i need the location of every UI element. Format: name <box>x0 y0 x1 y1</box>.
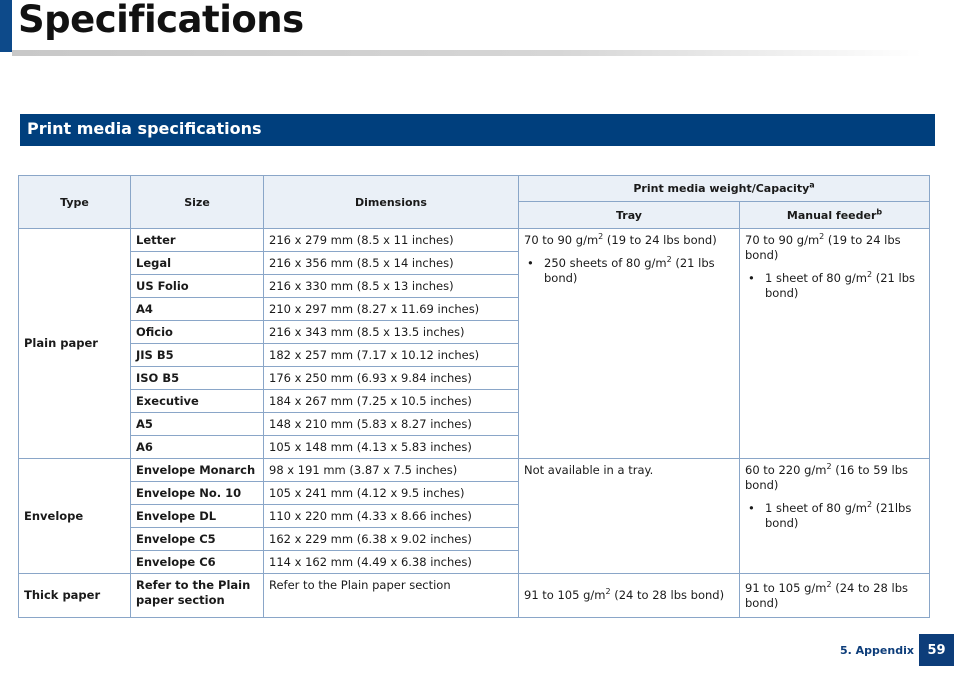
type-plain-paper: Plain paper <box>19 229 131 459</box>
plain-paper-manual <box>740 229 930 459</box>
table-row <box>19 229 930 252</box>
tray-capacity-text: 250 sheets of 80 g/m <box>544 256 667 270</box>
header-type: Type <box>19 176 131 229</box>
manual-capacity-text: 1 sheet of 80 g/m <box>765 271 867 285</box>
manual-capacity-unit: (21 lbs bond) <box>765 271 915 300</box>
tray-capacity-sup: 2 <box>666 255 672 265</box>
thick-paper-manual <box>740 574 930 618</box>
dimensions-cell: 110 x 220 mm (4.33 x 8.66 inches) <box>264 505 519 528</box>
table-row <box>19 574 930 618</box>
dimensions-cell: 184 x 267 mm (7.25 x 10.5 inches) <box>264 390 519 413</box>
header-tray: Tray <box>519 202 740 229</box>
thick-tray-weight-unit: (24 to 28 lbs bond) <box>610 588 725 602</box>
tray-capacity <box>524 256 734 286</box>
tray-capacity-unit: (21 lbs bond) <box>544 256 715 285</box>
manual-weight <box>745 233 924 263</box>
dimensions-cell: 216 x 279 mm (8.5 x 11 inches) <box>264 229 519 252</box>
table-header-row <box>19 176 930 202</box>
envelope-manual-capacity-unit: (21lbs bond) <box>765 501 912 530</box>
tray-weight-unit: (19 to 24 lbs bond) <box>603 233 717 247</box>
thick-tray-weight-text: 91 to 105 g/m <box>524 588 606 602</box>
thick-manual-weight-unit: (24 to 28 lbs bond) <box>745 580 908 610</box>
size-cell: Oficio <box>131 321 264 344</box>
page-title: Specifications <box>18 0 304 41</box>
size-cell: Letter <box>131 229 264 252</box>
dimensions-cell: 114 x 162 mm (4.49 x 6.38 inches) <box>264 551 519 574</box>
dimensions-cell: 148 x 210 mm (5.83 x 8.27 inches) <box>264 413 519 436</box>
size-cell: US Folio <box>131 275 264 298</box>
tray-weight <box>524 233 734 248</box>
envelope-manual <box>740 459 930 574</box>
section-title: Print media specifications <box>27 119 262 138</box>
size-cell: ISO B5 <box>131 367 264 390</box>
dimensions-cell: Refer to the Plain paper section <box>264 574 519 618</box>
plain-paper-tray <box>519 229 740 459</box>
dimensions-cell: 98 x 191 mm (3.87 x 7.5 inches) <box>264 459 519 482</box>
header-manual-feeder-label: Manual feeder <box>786 208 877 222</box>
type-envelope: Envelope <box>19 459 131 574</box>
dimensions-cell: 216 x 343 mm (8.5 x 13.5 inches) <box>264 321 519 344</box>
thick-manual-weight-text: 91 to 105 g/m <box>745 580 827 595</box>
envelope-tray-note: Not available in a tray. <box>524 463 654 477</box>
envelope-manual-weight <box>745 463 924 493</box>
header-manual-feeder <box>740 202 930 229</box>
size-cell: A4 <box>131 298 264 321</box>
envelope-manual-weight-sup: 2 <box>826 462 832 472</box>
thick-manual-weight <box>745 581 924 611</box>
type-thick-paper: Thick paper <box>19 574 131 618</box>
header-dimensions: Dimensions <box>264 176 519 229</box>
manual-capacity-sup: 2 <box>866 270 873 280</box>
size-cell: JIS B5 <box>131 344 264 367</box>
size-cell: A5 <box>131 413 264 436</box>
size-cell: Envelope Monarch <box>131 459 264 482</box>
size-cell: Envelope C5 <box>131 528 264 551</box>
dimensions-cell: 216 x 330 mm (8.5 x 13 inches) <box>264 275 519 298</box>
manual-weight-unit: (19 to 24 lbs bond) <box>745 233 901 262</box>
manual-weight-text: 70 to 90 g/m <box>745 233 820 247</box>
dimensions-cell: 182 x 257 mm (7.17 x 10.12 inches) <box>264 344 519 367</box>
header-weight-capacity-label: Print media weight/Capacity <box>633 182 810 195</box>
dimensions-cell: 176 x 250 mm (6.93 x 9.84 inches) <box>264 367 519 390</box>
section-header <box>20 114 935 146</box>
footer-chapter: 5. Appendix <box>840 644 914 657</box>
manual-weight-sup: 2 <box>819 232 825 242</box>
size-cell: Legal <box>131 252 264 275</box>
envelope-manual-capacity-sup: 2 <box>866 500 873 510</box>
header-weight-capacity <box>519 176 930 202</box>
size-cell: Refer to the Plain paper section <box>131 574 264 618</box>
dimensions-cell: 105 x 148 mm (4.13 x 5.83 inches) <box>264 436 519 459</box>
footnote-a: a <box>809 180 815 190</box>
tray-weight-sup: 2 <box>598 232 604 242</box>
page-number: 59 <box>919 634 954 666</box>
size-cell: Envelope DL <box>131 505 264 528</box>
header-size: Size <box>131 176 264 229</box>
size-cell: A6 <box>131 436 264 459</box>
envelope-manual-capacity-text: 1 sheet of 80 g/m <box>765 501 867 515</box>
thick-tray-weight <box>524 588 734 603</box>
left-accent-bar <box>0 0 12 52</box>
manual-capacity <box>745 271 924 301</box>
size-cell: Envelope No. 10 <box>131 482 264 505</box>
title-divider <box>12 50 922 56</box>
footnote-b: b <box>876 206 883 216</box>
thick-tray-weight-sup: 2 <box>605 587 611 597</box>
envelope-manual-capacity <box>745 501 924 531</box>
envelope-manual-weight-text: 60 to 220 g/m <box>745 463 827 477</box>
tray-weight-text: 70 to 90 g/m <box>524 233 599 247</box>
size-cell: Envelope C6 <box>131 551 264 574</box>
table-row <box>19 459 930 482</box>
envelope-manual-weight-unit: (16 to 59 lbs bond) <box>745 463 908 492</box>
dimensions-cell: 105 x 241 mm (4.12 x 9.5 inches) <box>264 482 519 505</box>
thick-manual-weight-sup: 2 <box>826 579 832 589</box>
thick-paper-tray <box>519 574 740 618</box>
size-cell: Executive <box>131 390 264 413</box>
dimensions-cell: 216 x 356 mm (8.5 x 14 inches) <box>264 252 519 275</box>
envelope-tray <box>519 459 740 574</box>
print-media-table <box>18 175 930 618</box>
dimensions-cell: 162 x 229 mm (6.38 x 9.02 inches) <box>264 528 519 551</box>
dimensions-cell: 210 x 297 mm (8.27 x 11.69 inches) <box>264 298 519 321</box>
